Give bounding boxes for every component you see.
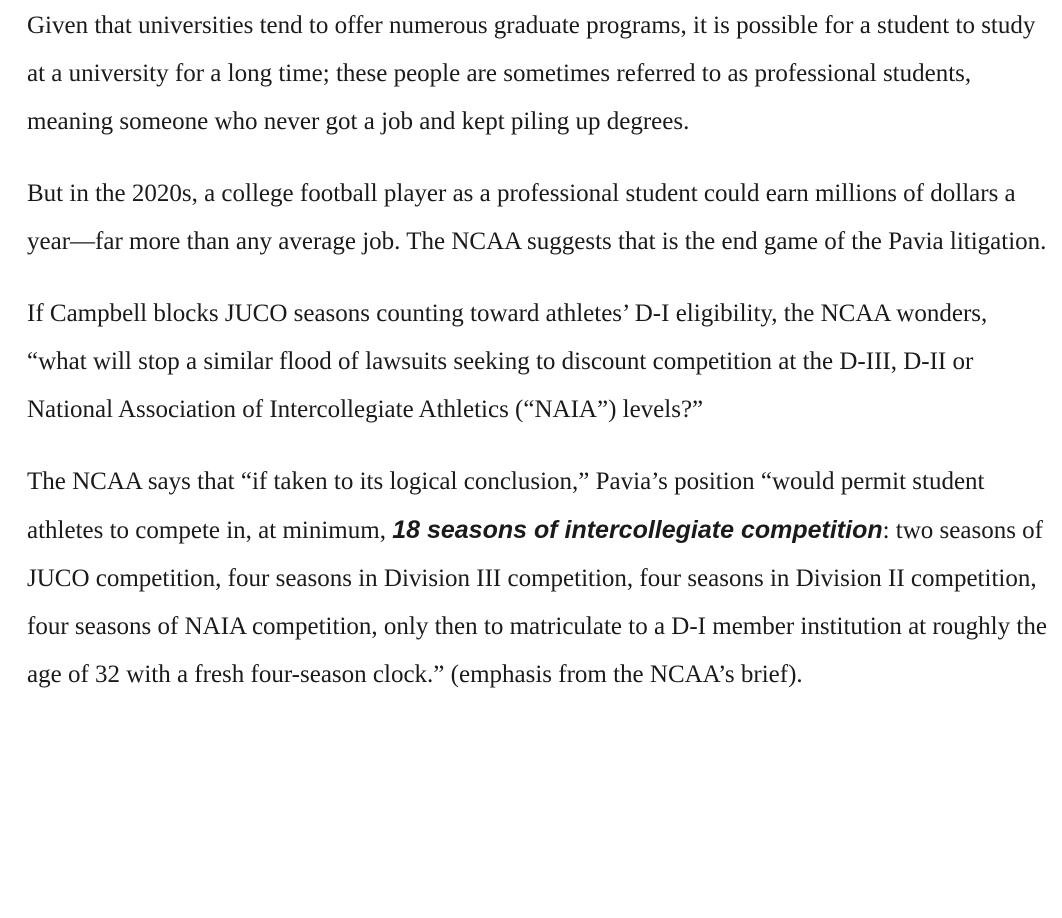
paragraph-ncaa-position-tail: : two seasons of JUCO competition, four seasons in Division III competition, four seasons in Division II competition, four seasons of NAIA competition, only then to matriculate to a D-I member institution at roughly the age of 32 with a fresh four-season clock.” (emphasis from the NCAA’s brief).: [27, 517, 1047, 688]
paragraph-graduate-programs: Given that universities tend to offer numerous graduate programs, it is possible for a student to study at a university for a long time; these people are sometimes referred to as professional students, meaning someone who never got a job and kept piling up degrees.: [27, 12, 1036, 135]
paragraph-professional-student: But in the 2020s, a college football player as a professional student could earn millions of dollars a year—far more than any average job. The NCAA suggests that is the end game of the Pavia litigation.: [27, 180, 1047, 255]
paragraph-ncaa-position: [27, 458, 1047, 699]
paragraph-juco-seasons: If Campbell blocks JUCO seasons counting toward athletes’ D-I eligibility, the NCAA wonders, “what will stop a similar flood of lawsuits seeking to discount competition at the D-III, D-II or National Association of Intercollegiate Athletics (“NAIA”) levels?”: [27, 300, 988, 423]
article-body: [27, 0, 1047, 723]
emphasized-text: 18 seasons of intercollegiate competition: [392, 516, 883, 544]
paragraph-ncaa-position-lead: The NCAA says that “if taken to its logical conclusion,” Pavia’s position “would permit student athletes to compete in, at minimum,: [27, 468, 985, 544]
